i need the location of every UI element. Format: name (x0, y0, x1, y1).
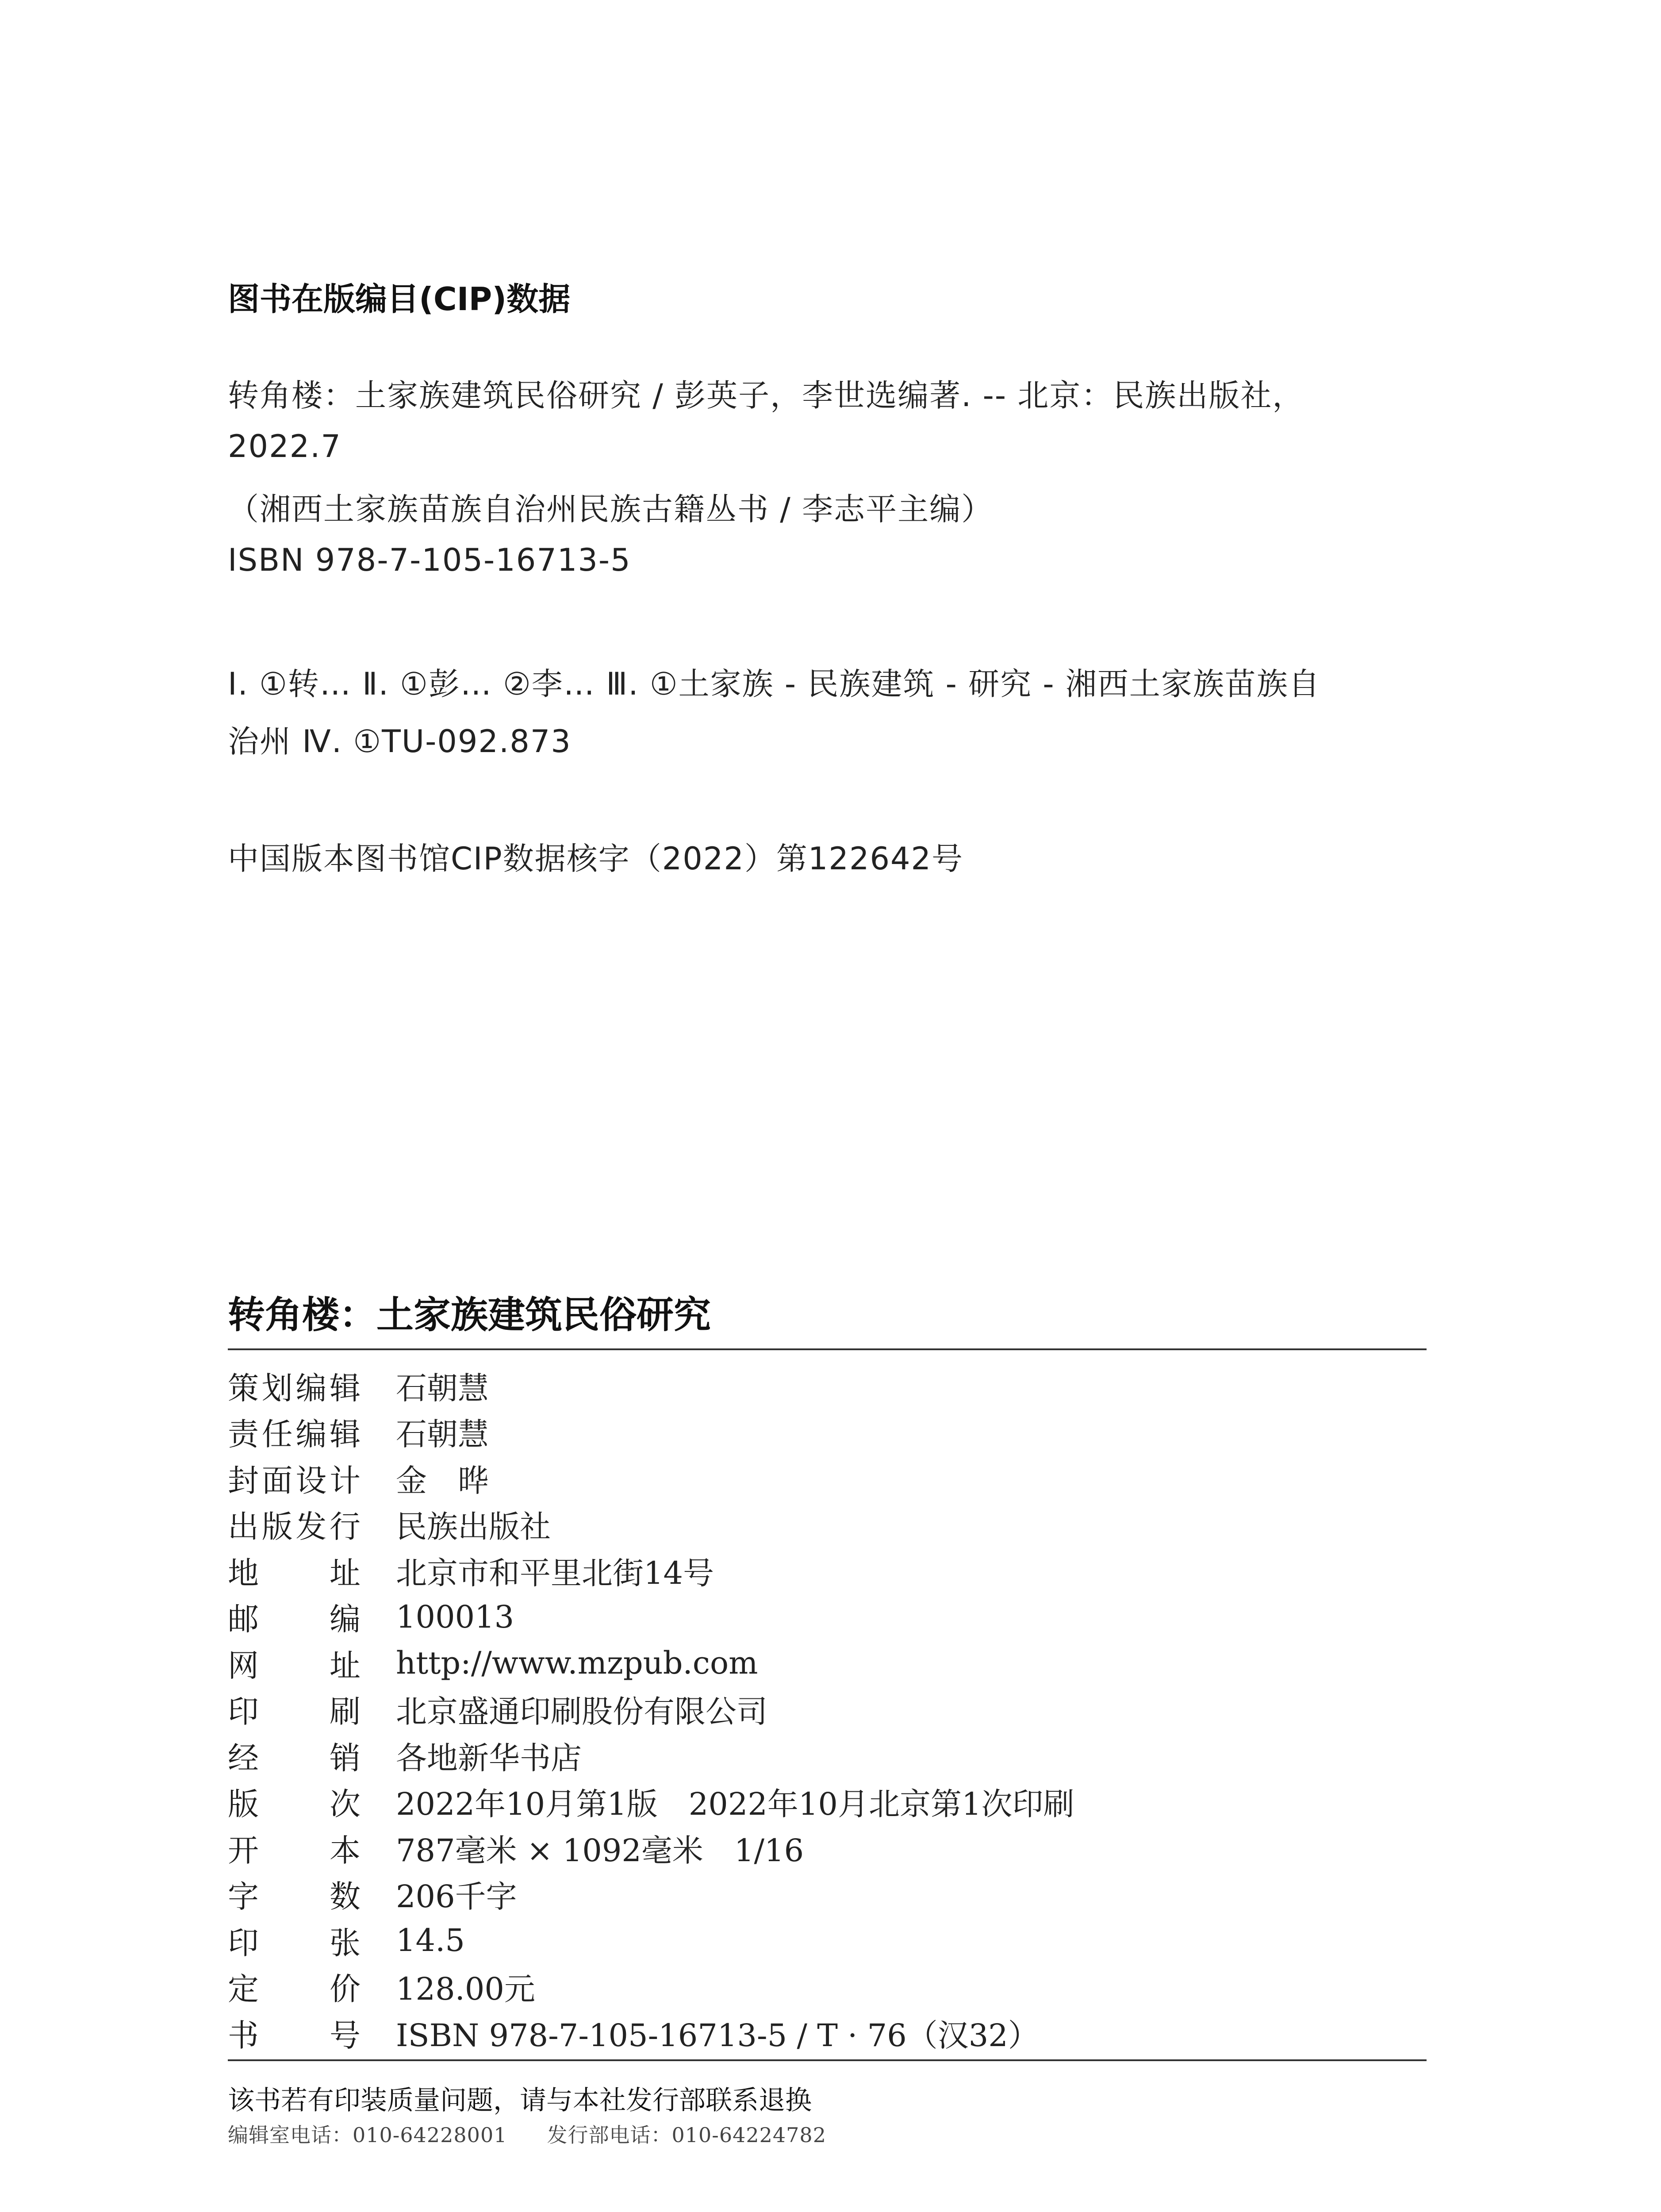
imprint-label-char: 编 (295, 1370, 327, 1406)
imprint-label-char: 策 (228, 1370, 259, 1406)
imprint-label (228, 1594, 361, 1639)
imprint-row (228, 1917, 1427, 1964)
imprint-label-char: 网 (228, 1647, 259, 1684)
cip-number-line: 中国版本图书馆CIP数据核字（2022）第122642号 (228, 841, 964, 877)
imprint-label-char: 印 (228, 1694, 259, 1730)
imprint-label (228, 1456, 361, 1501)
imprint-row (228, 1686, 1427, 1733)
imprint-label-char: 发 (295, 1509, 327, 1545)
imprint-row (228, 1455, 1427, 1502)
imprint-label (228, 1548, 361, 1593)
imprint-value: 787毫米 × 1092毫米 1/16 (396, 1832, 804, 1869)
imprint-row (228, 1502, 1427, 1548)
imprint-value: ISBN 978-7-105-16713-5 / T · 76（汉32） (396, 2017, 1039, 2054)
imprint-label-char: 编 (295, 1416, 327, 1453)
quality-notice: 该书若有印装质量问题，请与本社发行部联系退换 (228, 2085, 812, 2116)
imprint-label (228, 1918, 361, 1963)
imprint-row (228, 1594, 1427, 1640)
imprint-label (228, 1779, 361, 1824)
imprint-label-char: 址 (330, 1555, 361, 1591)
imprint-label-char: 地 (228, 1555, 259, 1591)
imprint-value: 128.00元 (396, 1971, 535, 2008)
imprint-label-char: 数 (330, 1878, 361, 1915)
imprint-row (228, 1964, 1427, 2010)
imprint-label (228, 1409, 361, 1454)
imprint-label-char: 经 (228, 1740, 259, 1776)
imprint-value: 北京盛通印刷股份有限公司 (396, 1694, 767, 1730)
editorial-phone: 编辑室电话：010-64228001 (228, 2123, 507, 2147)
book-title: 转角楼：土家族建筑民俗研究 (228, 1293, 711, 1336)
cip-heading: 图书在版编目(CIP)数据 (228, 280, 571, 318)
imprint-label-char: 址 (330, 1647, 361, 1684)
imprint-label-char: 字 (228, 1878, 259, 1915)
imprint-value: 民族出版社 (396, 1509, 551, 1545)
imprint-label-char: 开 (228, 1832, 259, 1869)
imprint-row (228, 1825, 1427, 1871)
imprint-label-char: 辑 (329, 1416, 361, 1453)
cip-line: 转角楼：土家族建筑民俗研究 / 彭英子，李世选编著. -- 北京：民族出版社， (228, 377, 1304, 414)
imprint-label-char: 计 (329, 1462, 361, 1499)
imprint-row (228, 1871, 1427, 1918)
imprint-label-char: 邮 (228, 1601, 259, 1638)
imprint-value: 石朝慧 (396, 1416, 489, 1453)
contact-line (228, 2119, 826, 2148)
imprint-label-char: 行 (329, 1509, 361, 1545)
imprint-label-char: 销 (330, 1740, 361, 1776)
imprint-label-char: 设 (295, 1462, 327, 1499)
imprint-label (228, 1964, 361, 2009)
imprint-value: 各地新华书店 (396, 1740, 582, 1776)
imprint-value: 石朝慧 (396, 1370, 489, 1406)
distribution-phone: 发行部电话：010-64224782 (547, 2123, 826, 2147)
imprint-label-char: 张 (330, 1924, 361, 1961)
imprint-label (228, 1872, 361, 1916)
imprint-row (228, 1409, 1427, 1455)
cip-line: ISBN 978-7-105-16713-5 (228, 542, 631, 578)
imprint-label-char: 辑 (329, 1370, 361, 1406)
imprint-row (228, 1640, 1427, 1686)
imprint-row (228, 1779, 1427, 1825)
imprint-row (228, 1363, 1427, 1409)
imprint-row (228, 2010, 1427, 2056)
imprint-row (228, 1548, 1427, 1594)
imprint-label-char: 版 (228, 1786, 259, 1823)
imprint-value: 金 晔 (396, 1462, 489, 1499)
imprint-label (228, 2011, 361, 2055)
imprint-value: 14.5 (396, 1922, 465, 1959)
imprint-label-char: 刷 (330, 1694, 361, 1730)
bottom-divider (228, 2059, 1427, 2061)
cip-line: 2022.7 (228, 428, 341, 465)
imprint-label-char: 版 (261, 1509, 293, 1545)
imprint-value: 206千字 (396, 1878, 517, 1915)
imprint-value: http://www.mzpub.com (396, 1645, 758, 1682)
imprint-label-char: 划 (261, 1370, 293, 1406)
cip-line: （湘西土家族苗族自治州民族古籍丛书 / 李志平主编） (228, 491, 994, 527)
imprint-label-char: 责 (228, 1416, 259, 1453)
imprint-label (228, 1687, 361, 1732)
imprint-label-char: 编 (330, 1601, 361, 1638)
imprint-label (228, 1733, 361, 1778)
cip-line: Ⅰ. ①转… Ⅱ. ①彭… ②李… Ⅲ. ①土家族 - 民族建筑 - 研究 - 湘西土家族苗族自 (228, 666, 1320, 702)
imprint-label-char: 次 (330, 1786, 361, 1823)
cip-line: 治州 Ⅳ. ①TU-092.873 (228, 723, 572, 760)
imprint-label-char: 价 (330, 1971, 361, 2008)
imprint-label-char: 定 (228, 1971, 259, 2008)
imprint-label-char: 封 (228, 1462, 259, 1499)
imprint-table (228, 1363, 1427, 2056)
imprint-value: 2022年10月第1版 2022年10月北京第1次印刷 (396, 1786, 1074, 1823)
imprint-label (228, 1826, 361, 1870)
imprint-value: 100013 (396, 1598, 514, 1635)
imprint-label (228, 1641, 361, 1686)
imprint-label-char: 书 (228, 2017, 259, 2054)
imprint-label-char: 号 (330, 2017, 361, 2054)
imprint-row (228, 1732, 1427, 1779)
imprint-label-char: 印 (228, 1924, 259, 1961)
imprint-label (228, 1363, 361, 1408)
imprint-label (228, 1502, 361, 1547)
imprint-label-char: 本 (330, 1832, 361, 1869)
top-divider (228, 1348, 1427, 1350)
imprint-label-char: 面 (261, 1462, 293, 1499)
imprint-label-char: 任 (261, 1416, 293, 1453)
imprint-label-char: 出 (228, 1509, 259, 1545)
imprint-value: 北京市和平里北街14号 (396, 1555, 714, 1591)
